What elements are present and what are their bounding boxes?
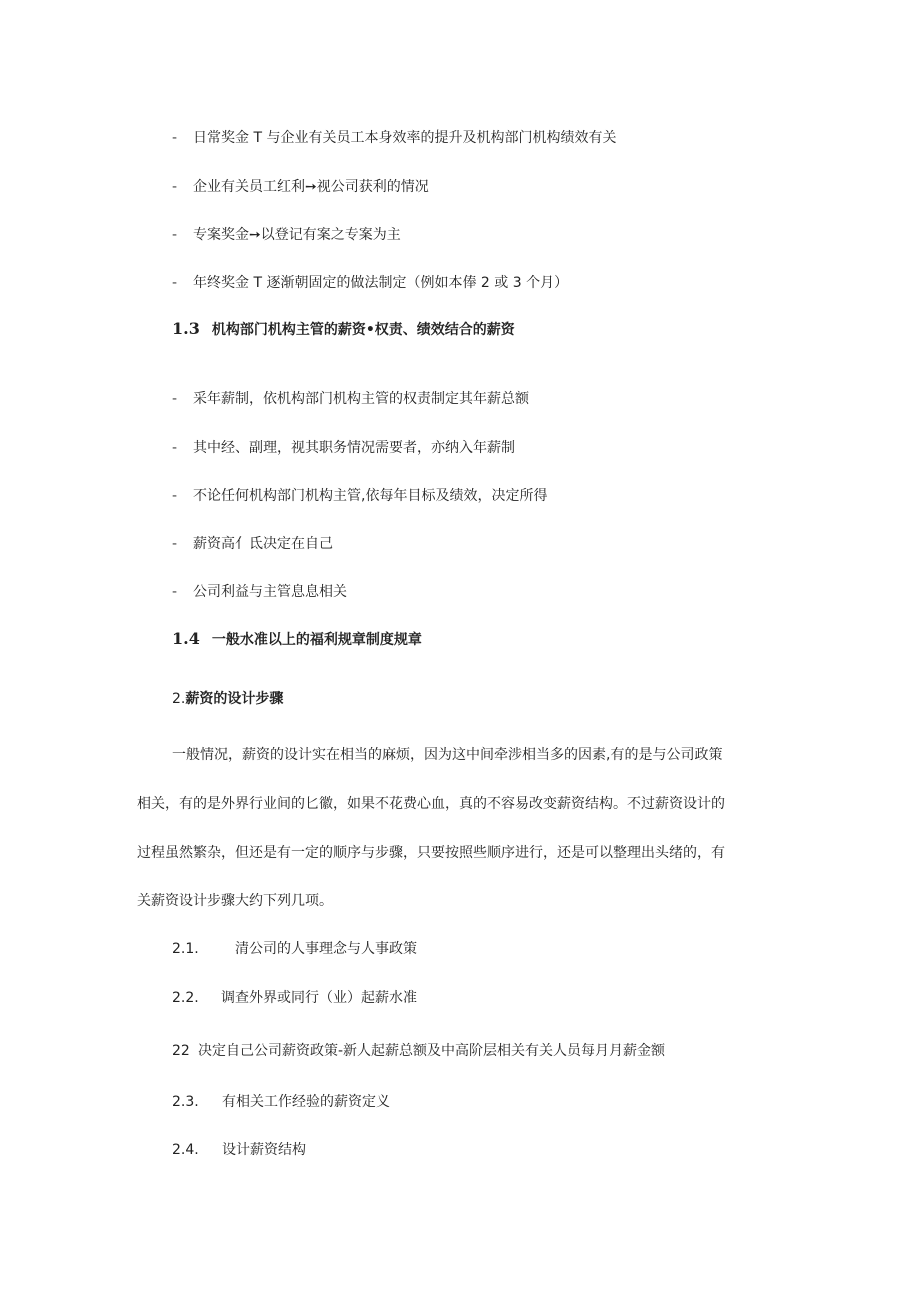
step-2-3 <box>172 1091 390 1111</box>
section-title: 薪资的设计步骤 <box>185 691 284 707</box>
bullet-dash: - <box>172 275 178 291</box>
section-title: 机构部门机构主管的薪资•权责、绩效结合的薪资 <box>211 322 515 338</box>
section-number: 2. <box>172 691 186 707</box>
bullet-company-interest <box>172 581 347 601</box>
step-2-2 <box>172 987 417 1007</box>
section-number: 1.4 <box>172 629 200 648</box>
bullet-year-end-bonus <box>172 272 568 292</box>
bullet-text: 专案奖金➙以登记有案之专案为主 <box>193 227 401 243</box>
bullet-dash: - <box>172 488 178 504</box>
bullet-text: 企业有关员工红利➙视公司获利的情况 <box>193 179 429 195</box>
section-heading-2 <box>172 688 283 708</box>
paragraph-line: 相关，有的是外界行业间的匕徽，如果不花费心血，真的不容易改变薪资结构。不过薪资设计的 <box>137 796 725 812</box>
bullet-dash: - <box>172 584 178 600</box>
bullet-text: 不论任何机构部门机构主管,依每年目标及绩效，决定所得 <box>193 488 548 504</box>
bullet-dash: - <box>172 179 178 195</box>
bullet-project-bonus <box>172 224 401 244</box>
bullet-daily-bonus <box>172 127 616 147</box>
bullet-text: 薪资高亻氐决定在自己 <box>193 536 333 552</box>
bullet-dash: - <box>172 440 178 456</box>
step-text: 设计薪资结构 <box>222 1142 306 1158</box>
step-text: 清公司的人事理念与人事政策 <box>235 941 417 957</box>
bullet-text: 公司利益与主管息息相关 <box>193 584 347 600</box>
section-number: 1.3 <box>172 319 200 338</box>
step-number: 2.4. <box>172 1142 199 1158</box>
paragraph-line: 一般情况，薪资的设计实在相当的麻烦，因为这中间牵涉相当多的因素,有的是与公司政策 <box>172 747 723 763</box>
bullet-dash: - <box>172 130 178 146</box>
bullet-text: 年终奖金 T 逐渐朝固定的做法制定（例如本俸 2 或 3 个月） <box>193 275 569 291</box>
bullet-self-determined <box>172 533 333 553</box>
bullet-annual-salary <box>172 388 529 408</box>
step-number: 22 <box>172 1043 190 1059</box>
bullet-dash: - <box>172 227 178 243</box>
step-number: 2.3. <box>172 1094 199 1110</box>
bullet-text: 采年薪制，依机构部门机构主管的权责制定其年薪总额 <box>193 391 529 407</box>
bullet-performance <box>172 485 547 505</box>
bullet-employee-dividend <box>172 176 429 196</box>
step-number: 2.2. <box>172 990 199 1006</box>
section-title: 一般水准以上的福利规章制度规章 <box>211 632 422 648</box>
bullet-managers <box>172 437 515 457</box>
step-text: 决定自己公司薪资政策-新人起薪总额及中高阶层相关有关人员每月月薪金额 <box>198 1043 666 1059</box>
bullet-text: 日常奖金 T 与企业有关员工本身效率的提升及机构部门机构绩效有关 <box>193 130 617 146</box>
step-number: 2.1. <box>172 941 199 957</box>
step-2-1 <box>172 938 417 958</box>
bullet-dash: - <box>172 391 178 407</box>
bullet-dash: - <box>172 536 178 552</box>
bullet-text: 其中经、副理，视其职务情况需要者，亦纳入年薪制 <box>193 440 515 456</box>
paragraph-line: 关薪资设计步骤大约下列几项。 <box>137 893 333 909</box>
section-heading-1-4 <box>172 629 422 649</box>
step-text: 调查外界或同行（业）起薪水准 <box>221 990 417 1006</box>
step-2-4 <box>172 1139 306 1159</box>
step-text: 有相关工作经验的薪资定义 <box>222 1094 390 1110</box>
section-heading-1-3 <box>172 319 515 339</box>
step-22 <box>172 1040 665 1060</box>
paragraph-line: 过程虽然繁杂，但还是有一定的顺序与步骤，只要按照些顺序进行，还是可以整理出头绪的，有 <box>137 845 725 861</box>
